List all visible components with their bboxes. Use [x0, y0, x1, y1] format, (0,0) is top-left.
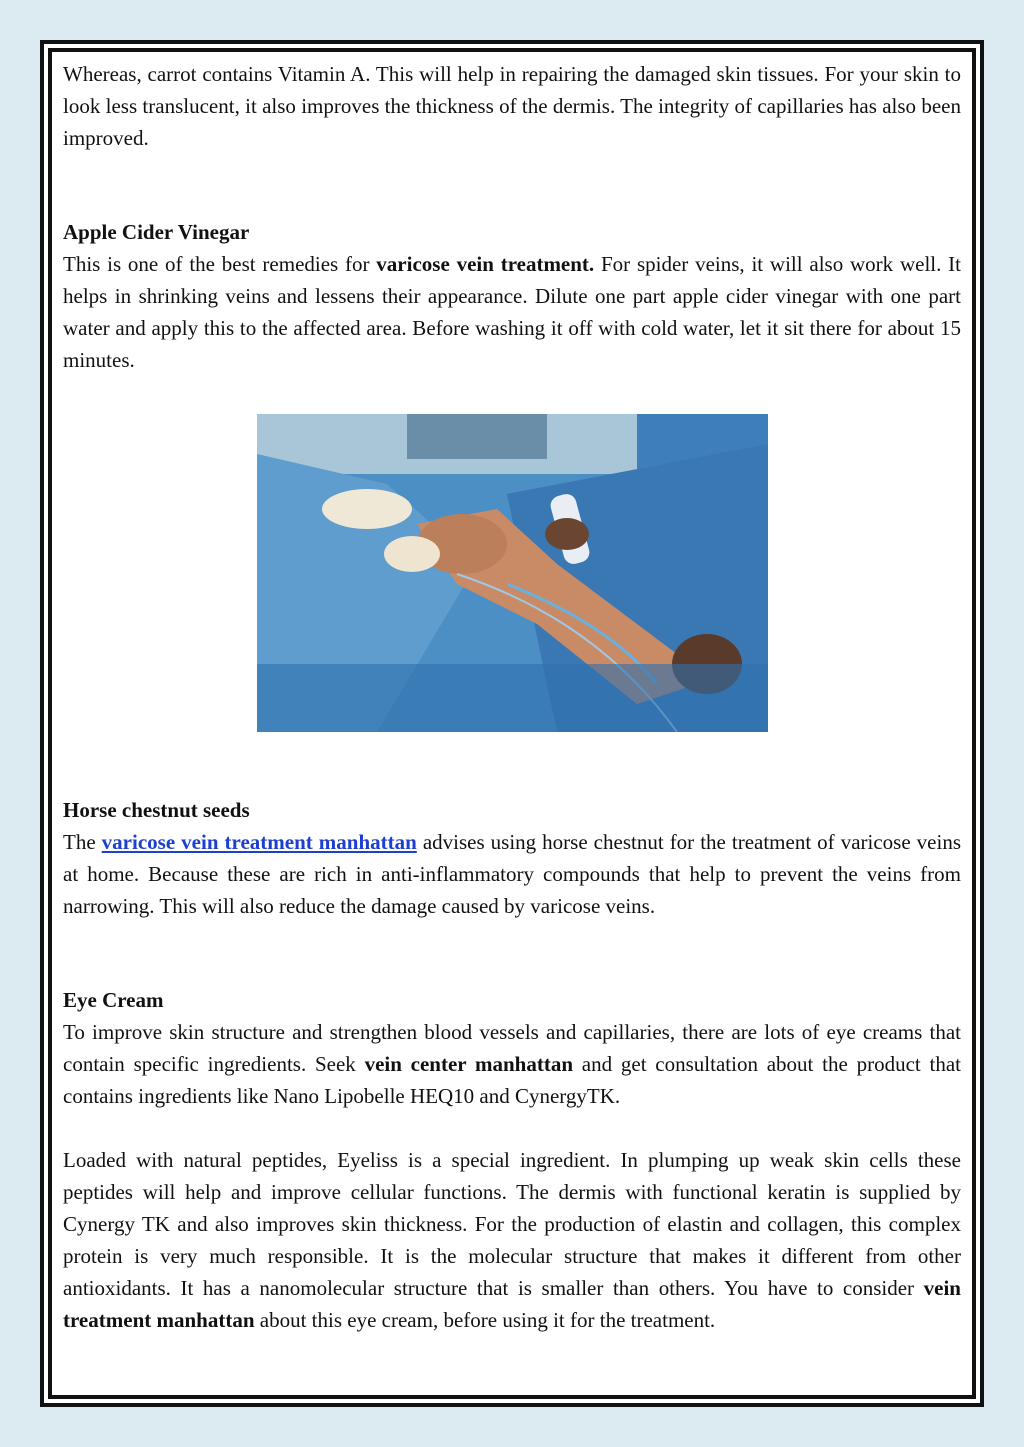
section-heading-apple-cider-vinegar: Apple Cider Vinegar — [63, 220, 250, 244]
intro-paragraph: Whereas, carrot contains Vitamin A. This will help in repairing the damaged skin tissues. For your skin to look less translucent, it also improves the thickness of the dermis. The integrity of capillaries has also been improved. — [63, 62, 961, 150]
bold-keyword: vein treatment manhattan — [63, 1276, 961, 1332]
horse-chestnut-paragraph: The varicose vein treatment manhattan advises using horse chestnut for the treatment of varicose veins at home. Because these are rich in anti-inflammatory compounds that help to prevent the veins from narrowing. This will also reduce the damage caused by varicose veins. — [63, 830, 962, 918]
section-heading-eye-cream: Eye Cream — [63, 988, 164, 1012]
eye-cream-paragraph-1: To improve skin structure and strengthen blood vessels and capillaries, there are lots of eye creams that contain specific ingredients. Seek vein center manhattan and get consultation about the product that contains ingredients like Nano Lipobelle HEQ10 and CynergyTK. — [63, 1020, 961, 1108]
vein-treatment-photo — [257, 414, 768, 732]
section-heading-horse-chestnut-seeds: Horse chestnut seeds — [63, 798, 250, 822]
document-body — [63, 58, 961, 1336]
varicose-vein-treatment-link[interactable]: varicose vein treatment manhattan — [101, 830, 417, 854]
bold-keyword: vein center manhattan — [364, 1052, 574, 1076]
figure — [63, 414, 961, 732]
apple-cider-vinegar-paragraph: This is one of the best remedies for varicose vein treatment. For spider veins, it will also work well. It helps in shrinking veins and lessens their appearance. Dilute one part apple cider vinegar with one part water and apply this to the affected area. Before washing it off with cold water, let it sit there for about 15 minutes. — [63, 252, 961, 372]
eye-cream-paragraph-2: Loaded with natural peptides, Eyeliss is a special ingredient. In plumping up weak skin cells these peptides will help and improve cellular functions. The dermis with functional keratin is supplied by Cynergy TK and also improves skin thickness. For the production of elastin and collagen, this complex protein is very much responsible. It is the molecular structure that makes it different from other antioxidants. It has a nanomolecular structure that is smaller than others. You have to consider vein treatment manhattan about this eye cream, before using it for the treatment. — [63, 1148, 961, 1332]
bold-keyword: varicose vein treatment. — [376, 252, 595, 276]
